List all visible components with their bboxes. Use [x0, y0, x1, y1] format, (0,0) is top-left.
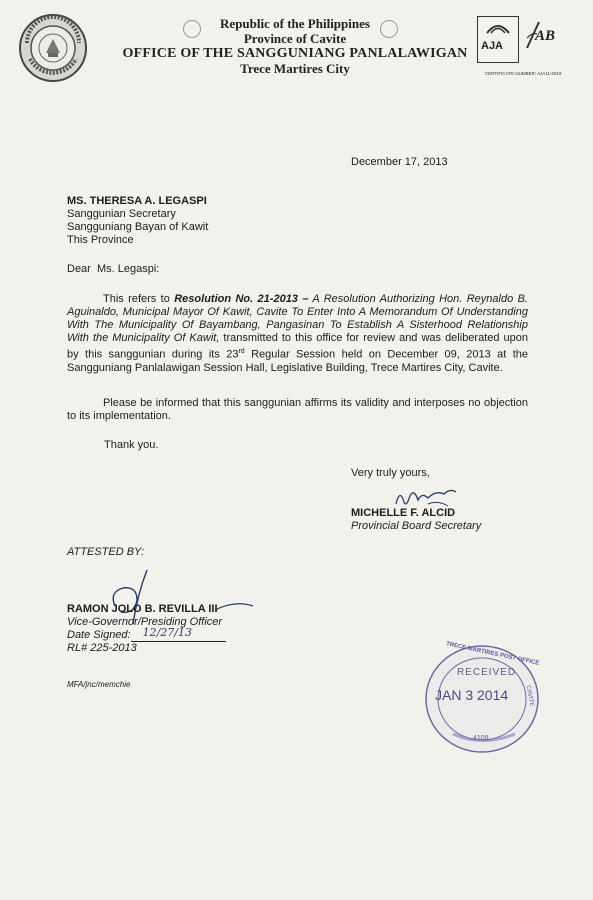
addressee-position: Sanggunian Secretary: [67, 208, 176, 220]
addressee-block: [67, 195, 208, 247]
date-signed-row: [67, 626, 226, 642]
stamp-top-text: TRECE MARTIRES POST OFFICE: [445, 641, 540, 667]
provincial-seal-icon: [18, 13, 88, 83]
resolution-title: A Resolution Authorizing Hon. Reynaldo B. Aguinaldo, Municipal Mayor Of Kawit, Cavite To Enter Into A Memorandum Of Understanding With The Municipality Of Bayambang, Pangasinan To Establish A Sisterhood Relationship With the Municipality Of Kawit,: [67, 293, 528, 344]
p1-text-a: transmitted to this office for review and was deliberated upon by this sanggunian during its 23: [67, 332, 529, 361]
stamp-date: JAN 3 2014: [435, 687, 509, 703]
punch-hole-left: [183, 20, 201, 38]
addressee-location: This Province: [67, 234, 134, 246]
p1-intro: This refers to: [103, 293, 175, 305]
stamp-number: 4109: [473, 735, 489, 742]
signatory-name: MICHELLE F. ALCID: [351, 507, 456, 519]
body-paragraph-2: Please be informed that this sanggunian affirms its validity and interposes no objection to its implementation.: [67, 397, 528, 422]
certificate-number: CERTIFICATE NUMBER: AJA11-0019: [485, 71, 562, 76]
punch-hole-right: [380, 20, 398, 38]
attested-label: ATTESTED BY:: [67, 546, 145, 558]
signatory-block: [351, 507, 481, 533]
attester-block: [67, 603, 226, 655]
p1-ordinal: rd: [238, 348, 245, 355]
date-signed-value: 12/27/13: [142, 626, 193, 639]
attester-title: Vice-Governor/Presiding Officer: [67, 616, 223, 628]
letterhead: [100, 16, 490, 76]
letter-date: December 17, 2013: [351, 156, 448, 168]
addressee-office: Sangguniang Bayan of Kawit: [67, 221, 209, 233]
closing: Very truly yours,: [351, 467, 430, 479]
salutation: Dear Ms. Legaspi:: [67, 263, 160, 275]
rl-number: RL# 225-2013: [67, 642, 137, 654]
date-signed-line: [131, 626, 226, 642]
stamp-bottom-text: CAVITE: [524, 685, 535, 707]
aja-label: AJA: [481, 40, 504, 52]
addressee-name: MS. THERESA A. LEGASPI: [67, 195, 207, 207]
received-stamp: [423, 643, 541, 755]
letterhead-office: OFFICE OF THE SANGGUNIANG PANLALAWIGAN: [122, 46, 468, 61]
attester-name: RAMON JOLO B. REVILLA III: [67, 603, 218, 615]
thank-you: Thank you.: [104, 439, 159, 451]
date-signed-label: Date Signed:: [67, 629, 131, 641]
signatory-title: Provincial Board Secretary: [351, 520, 482, 532]
resolution-number: Resolution No. 21-2013 –: [174, 293, 309, 305]
ab-label: AB: [535, 28, 556, 44]
certification-logos: [477, 16, 585, 80]
p1-text-b: Regular Session held on December 09, 2013 at the Sangguniang Panlalawigan Session Hall, Legislative Building, Trece Martires City, Cavite.: [67, 348, 528, 374]
body-paragraph-1: [67, 293, 528, 375]
letterhead-city: Trece Martires City: [240, 61, 350, 76]
letterhead-province: Province of Cavite: [243, 31, 347, 46]
stamp-received: RECEIVED: [457, 667, 517, 678]
letterhead-republic: Republic of the Philippines: [220, 16, 370, 31]
reference-initials: MFA/jnc/memchie: [67, 680, 131, 689]
